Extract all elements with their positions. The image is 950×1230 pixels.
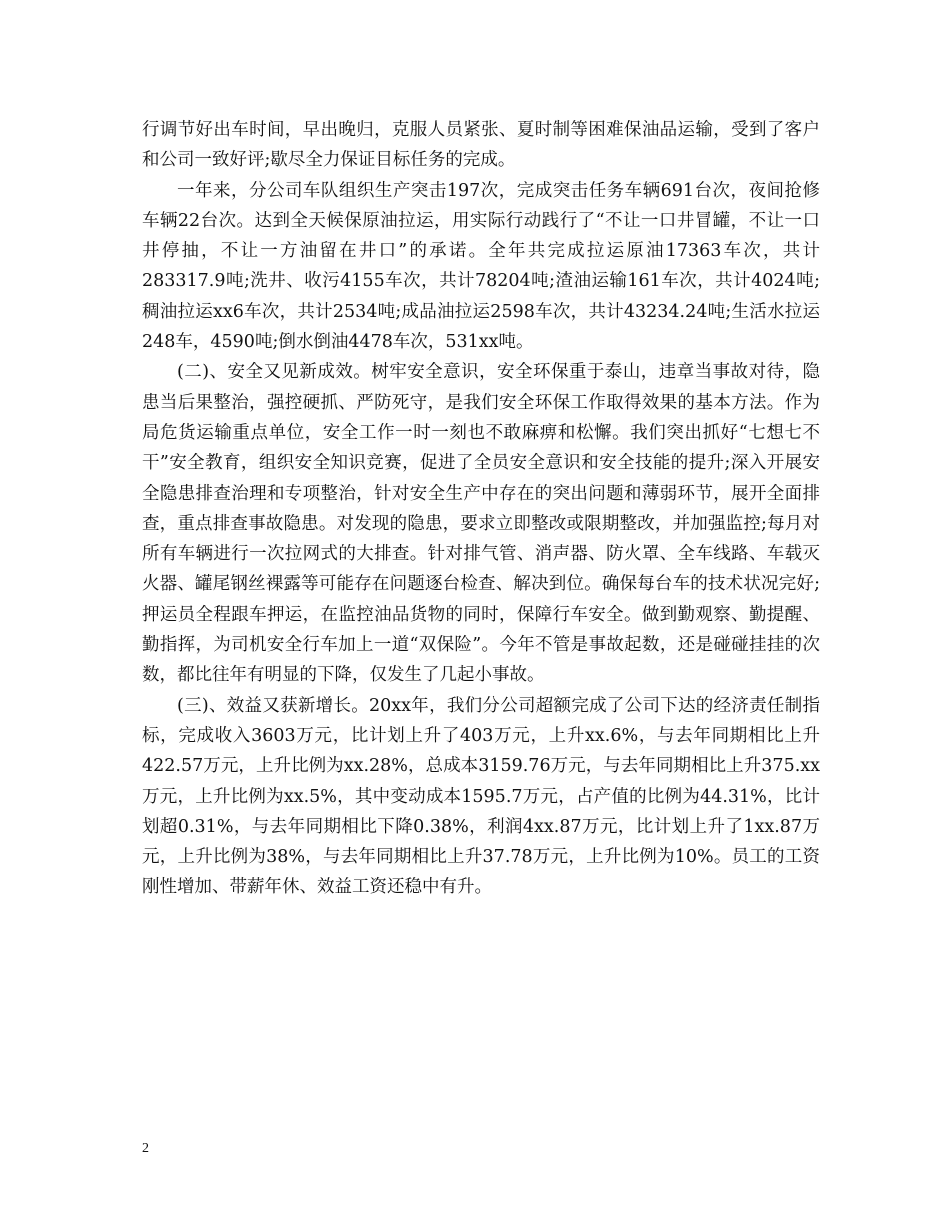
paragraph-production: 一年来，分公司车队组织生产突击197次，完成突击任务车辆691台次，夜间抢修车辆22台次。达到全天候保原油拉运，用实际行动践行了“不让一口井冒罐，不让一口井停抽，不让一方油留在井口”的承诺。全年共完成拉运原油17363车次，共计283317.9吨;洗井、收污4155车次，共计78204吨;渣油运输161车次，共计4024吨;稠油拉运xx6车次，共计2534吨;成品油拉运2598车次，共计43234.24吨;生活水拉运248车，4590吨;倒水倒油4478车次，531xx吨。	[142, 180, 820, 353]
page-number: 2	[142, 1141, 149, 1156]
paragraph-benefits: (三)、效益又获新增长。20xx年，我们分公司超额完成了公司下达的经济责任制指标，完成收入3603万元，比计划上升了403万元，上升xx.6%，与去年同期相比上升422.57万元，上升比例为xx.28%，总成本3159.76万元，与去年同期相比上升375.xx万元，上升比例为xx.5%，其中变动成本1595.7万元，占产值的比例为44.31%，比计划超0.31%，与去年同期相比下降0.38%，利润4xx.87万元，比计划上升了1xx.87万元，上升比例为38%，与去年同期相比上升37.78万元，上升比例为10%。员工的工资刚性增加、带薪年休、效益工资还稳中有升。	[142, 695, 820, 898]
paragraph-safety: (二)、安全又见新成效。树牢安全意识，安全环保重于泰山，违章当事故对待，隐患当后果整治，强控硬抓、严防死守，是我们安全环保工作取得效果的基本方法。作为局危货运输重点单位，安全工作一时一刻也不敢麻痹和松懈。我们突出抓好“七想七不干”安全教育，组织安全知识竞赛，促进了全员安全意识和安全技能的提升;深入开展安全隐患排查治理和专项整治，针对安全生产中存在的突出问题和薄弱环节，展开全面排查，重点排查事故隐患。对发现的隐患，要求立即整改或限期整改，并加强监控;每月对所有车辆进行一次拉网式的大排查。针对排气管、消声器、防火罩、全车线路、车载灭火器、罐尾钢丝裸露等可能存在问题逐台检查、解决到位。确保每台车的技术状况完好;押运员全程跟车押运，在监控油品货物的同时，保障行车安全。做到勤观察、勤提醒、勤指挥，为司机安全行车加上一道“双保险”。今年不管是事故起数，还是碰碰挂挂的次数，都比往年有明显的下降，仅发生了几起小事故。	[142, 362, 820, 686]
paragraph-continuation: 行调节好出车时间，早出晚归，克服人员紧张、夏时制等困难保油品运输，受到了客户和公司一致好评;歇尽全力保证目标任务的完成。	[142, 120, 820, 171]
document-body	[142, 115, 820, 903]
